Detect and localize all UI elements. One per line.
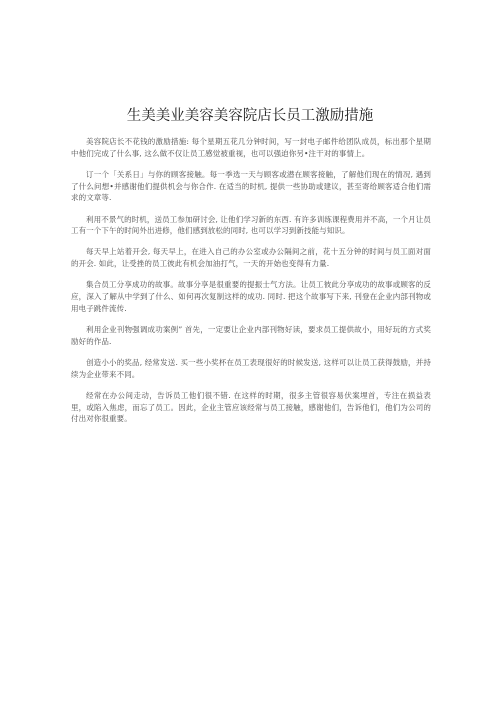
paragraph-8: 经常在办公间走动，告诉员工他们很不错. 在这样的时期，很多主管很容易伏案埋首，专注在损益表里，或陷入焦虑，而忘了员工。因此，企业主管应该经常与员工接触，感谢他们，告诉他们，他们为公司的付出对你很重要。 [71, 390, 431, 424]
document-title: 生美美业美容美容院店长员工激励措施 [126, 108, 374, 124]
paragraph-1: 美容院店长不花钱的激励措施: 每个星期五花几分钟时间，写一封电子邮件给团队成员，标出那个星期中他们完成了什么事, 这么做不仅让员工感觉被重视，也可以强迫你另•注干对的事情上。 [71, 137, 431, 158]
document-body [71, 136, 431, 435]
paragraph-6: 利用企业刊物强调成功案例” 首先，一定要让企业内部刊物好读，要求员工提供故小，用好玩的方式奖励好的作品. [71, 325, 431, 346]
paragraph-5: 集合员工分享成功的故事。故事分享是很重要的提振士气方法。让员工彼此分享成功的故事或顾客的反应，深入了解从中学到了什么、如何再次复制这样的成功. 同时. 把这个故事写下来, 刊登在企业内部刊物或用电子跳件流传. [71, 280, 431, 313]
paragraph-4: 每天早上站着开会, 每天早上，在进入自己的办公室或办公隔间之前，花十五分钟的时间与员工面对面的开会. 如此，让受挫的员工彼此有机会加油打气，一天的开始也变得有力量. [71, 247, 431, 269]
paragraph-3: 利用不景气的时机，送员工参加研讨会, 让他们学习新的东西. 有许多训练课程费用并不高，一个月让员工有一个下午的时间外出进修，他们感到放松的同时, 也可以学习到新技能与知识。 [71, 214, 431, 236]
paragraph-2: 订一个「关系日」与你的顾客接触。每一季选一天与顾客或潜在顾客接触，了解他们现在的情况, 遇到了什么问想•并感谢他们提供机会与你合作. 在适当的时机, 提供一些协助或建议，甚至寄给顾客适合他们需求的文章等. [71, 169, 431, 203]
paragraph-7: 创造小小的奖品, 经常发送. 买一些小奖杯在员工表现很好的时候发送, 这样可以让员工获得鼓励，并持续为企业带来不同。 [71, 357, 431, 379]
